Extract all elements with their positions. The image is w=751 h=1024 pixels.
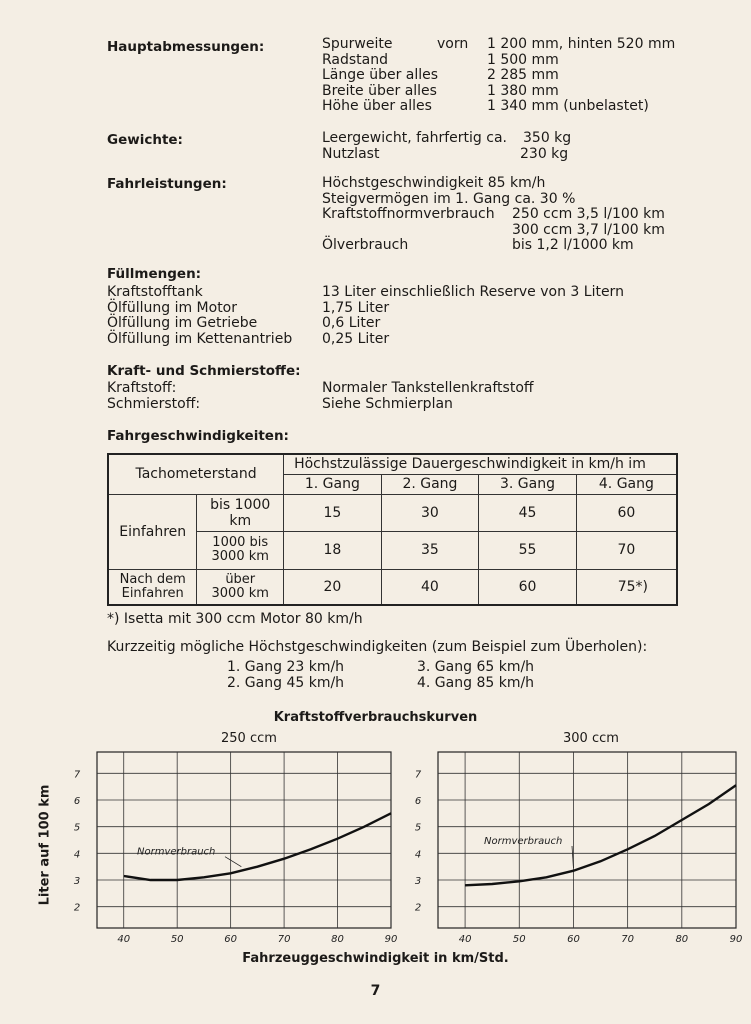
fuel-300: 300 ccm 3,7 l/100 km [512, 221, 665, 238]
cap-label-4: Ölfüllung im Kettenantrieb [107, 330, 293, 347]
dim-label-4: Breite über alles [322, 82, 437, 99]
capacities-labels [107, 285, 292, 347]
speed-cell: 18 [284, 531, 382, 569]
x-tick-label: 50 [170, 934, 184, 945]
short-term-right [417, 660, 534, 691]
x-tick-label: 90 [729, 934, 743, 945]
range-cell [197, 569, 284, 605]
table-row [108, 494, 677, 531]
lub-value-2: Siehe Schmierplan [322, 395, 453, 412]
x-tick-label: 40 [117, 934, 131, 945]
range-line-2: 3000 km [211, 549, 269, 564]
y-tick-label: 4 [414, 849, 422, 861]
short-term-intro: Kurzzeitig mögliche Höchstgeschwindigkeiten (zum Beispiel zum Überholen): [107, 639, 648, 655]
cap-value-4: 0,25 Liter [322, 330, 390, 347]
x-tick-label: 70 [621, 934, 635, 945]
header-gear-1: 1. Gang [284, 474, 382, 494]
x-tick-label: 70 [277, 934, 291, 945]
cap-label-2: Ölfüllung im Motor [107, 299, 238, 316]
chart-title: Kraftstoffverbrauchskurven [273, 710, 478, 725]
header-gear-2: 2. Gang [381, 474, 479, 494]
gear-1-speed: 1. Gang 23 km/h [227, 659, 345, 675]
x-tick-label: 80 [331, 934, 344, 945]
y-tick-label: 4 [73, 849, 81, 861]
range-line-1: über [225, 571, 256, 587]
y-tick-label: 7 [414, 769, 422, 781]
y-axis-label: Liter auf 100 km [37, 784, 53, 906]
speed-cell: 60 [479, 569, 577, 605]
weight-label-1: Leergewicht, fahrfertig ca. [322, 130, 507, 146]
range-cell [197, 531, 284, 569]
lub-label-2: Schmierstoff: [107, 395, 201, 412]
dimensions-values [487, 37, 675, 115]
y-tick-label: 6 [73, 796, 81, 807]
cap-value-1: 13 Liter einschließlich Reserve von 3 Litern [322, 284, 624, 300]
speed-cell: 40 [381, 569, 479, 605]
speed-cell: 60 [576, 494, 677, 531]
cap-value-2: 1,75 Liter [322, 299, 390, 316]
dimensions-heading: Hauptabmessungen: [107, 39, 265, 55]
header-tachometer: Tachometerstand [108, 454, 284, 494]
speed-cell: 75*) [576, 569, 677, 605]
range-line-1: 1000 bis [212, 535, 269, 550]
y-tick-label: 5 [414, 822, 422, 834]
speed-table [107, 453, 678, 606]
y-tick-label: 5 [73, 822, 81, 834]
gear-3-speed: 3. Gang 65 km/h [417, 659, 535, 675]
speed-cell: 30 [381, 494, 479, 531]
weights-heading: Gewichte: [107, 132, 183, 148]
cap-label-3: Ölfüllung im Getriebe [107, 315, 258, 331]
dim-label-1: Spurweite [322, 36, 393, 52]
y-tick-label: 3 [414, 876, 422, 887]
dim-value-5: 1 340 mm (unbelastet) [487, 98, 649, 114]
chart-subtitle-250: 250 ccm [221, 731, 277, 746]
range-cell: bis 1000 km [197, 494, 284, 531]
group-after [108, 569, 197, 605]
fuel-values [512, 207, 665, 254]
speed-cell: 45 [479, 494, 577, 531]
gear-4-speed: 4. Gang 85 km/h [417, 674, 535, 691]
header-max-speed: Höchstzulässige Dauergeschwindigkeit in km/h im [284, 454, 677, 474]
y-tick-label: 3 [73, 876, 81, 887]
lubricants-heading: Kraft- und Schmierstoffe: [107, 363, 301, 379]
dim-label-5: Höhe über alles [322, 98, 432, 114]
capacities-values [322, 285, 624, 347]
y-tick-label: 2 [73, 902, 81, 914]
annotation-label: Normverbrauch [484, 836, 563, 847]
fuel-label: Kraftstoffnormverbrauch [322, 206, 495, 222]
x-axis-label: Fahrzeuggeschwindigkeit in km/Std. [242, 951, 509, 966]
header-gear-3: 3. Gang [479, 474, 577, 494]
capacities-heading: Füllmengen: [107, 266, 202, 282]
dim-value-1: 1 200 mm, hinten 520 mm [487, 36, 676, 52]
climbing: Steigvermögen im 1. Gang ca. 30 % [322, 190, 576, 207]
y-tick-label: 7 [73, 769, 81, 781]
dim-value-2: 1 500 mm [487, 51, 559, 68]
dimensions-labels [322, 37, 438, 115]
short-term-left [227, 660, 344, 691]
speeds-heading: Fahrgeschwindigkeiten: [107, 428, 289, 444]
speed-cell: 35 [381, 531, 479, 569]
lubricants-labels [107, 381, 200, 412]
group-after-line-2: Einfahren [121, 585, 184, 601]
weight-value-1: 350 kg [523, 130, 572, 146]
plot-frame [97, 752, 391, 928]
weights-values [520, 131, 571, 162]
chart-subtitle-300: 300 ccm [563, 731, 619, 746]
oil-value: bis 1,2 l/1000 km [512, 237, 634, 253]
weight-label-2: Nutzlast [322, 145, 380, 162]
oil-label: Ölverbrauch [322, 237, 409, 253]
table-footnote: *) Isetta mit 300 ccm Motor 80 km/h [107, 611, 363, 627]
dim-label-3: Länge über alles [322, 67, 439, 83]
range-line-2: 3000 km [211, 585, 269, 601]
dim-value-3: 2 285 mm [487, 67, 559, 83]
fuel-consumption-charts [0, 740, 751, 970]
y-tick-label: 6 [414, 796, 422, 807]
lubricants-values [322, 381, 534, 412]
plot-frame [438, 752, 736, 928]
x-tick-label: 60 [224, 934, 238, 945]
fuel-250: 250 ccm 3,5 l/100 km [512, 206, 665, 222]
speed-cell: 70 [576, 531, 677, 569]
x-tick-label: 80 [675, 934, 689, 945]
dim-label-2: Radstand [322, 51, 389, 68]
speed-cell: 20 [284, 569, 382, 605]
weights-labels [322, 131, 507, 162]
dim-front-label: vorn [437, 36, 469, 52]
cap-value-3: 0,6 Liter [322, 315, 381, 331]
performance-heading: Fahrleistungen: [107, 176, 227, 192]
weight-value-2: 230 kg [520, 145, 569, 162]
speed-cell: 15 [284, 494, 382, 531]
lub-label-1: Kraftstoff: [107, 380, 177, 396]
x-tick-label: 40 [458, 934, 472, 945]
x-tick-label: 90 [384, 934, 398, 945]
y-tick-label: 2 [414, 902, 422, 914]
top-speed: Höchstgeschwindigkeit 85 km/h [322, 175, 546, 191]
lub-value-1: Normaler Tankstellenkraftstoff [322, 380, 534, 396]
group-after-line-1: Nach dem [119, 571, 186, 587]
x-tick-label: 50 [512, 934, 526, 945]
dim-value-4: 1 380 mm [487, 82, 559, 99]
page-number: 7 [370, 983, 381, 999]
group-break-in: Einfahren [108, 494, 197, 569]
annotation-label: Normverbrauch [137, 846, 216, 858]
annotation-pointer [225, 857, 241, 867]
table-row [108, 569, 677, 605]
speed-cell: 55 [479, 531, 577, 569]
x-tick-label: 60 [567, 934, 580, 945]
cap-label-1: Kraftstofftank [107, 284, 203, 300]
header-gear-4: 4. Gang [576, 474, 677, 494]
gear-2-speed: 2. Gang 45 km/h [227, 674, 345, 691]
